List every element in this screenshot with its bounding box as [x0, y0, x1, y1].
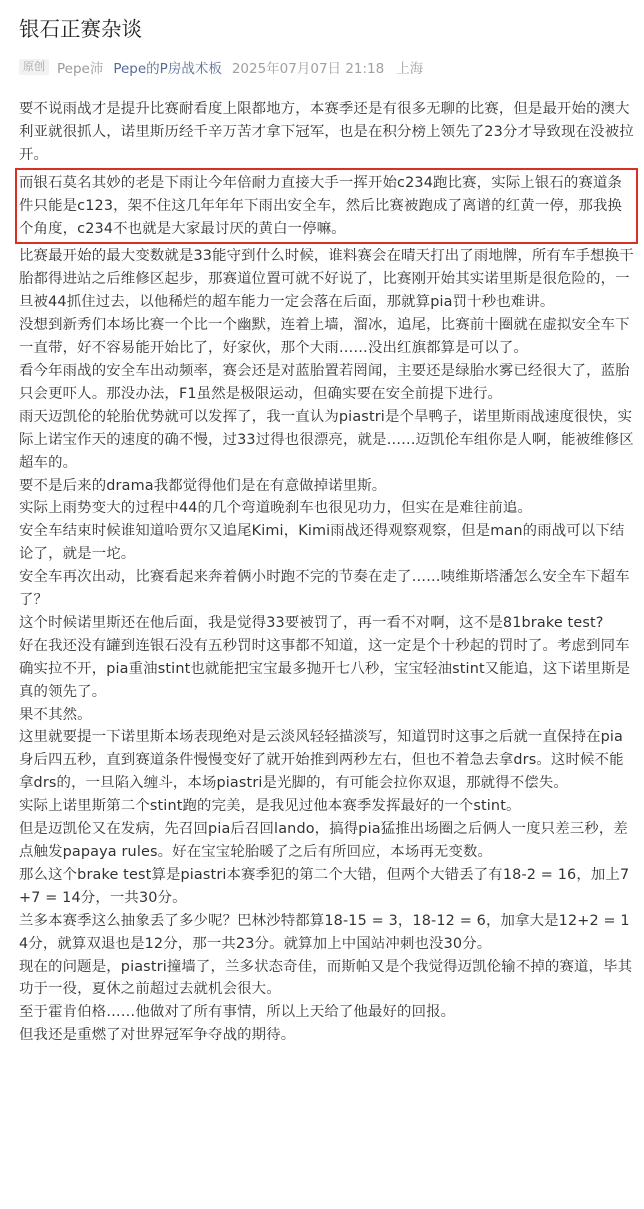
original-badge: 原创	[19, 59, 49, 75]
paragraph: 但是迈凯伦又在发病，先召回pia后召回lando，搞得pia猛推出场圈之后俩人一度只差三秒，差点触发papaya rules。好在宝宝轮胎暖了之后有所回应，本场再无变数。	[19, 821, 628, 860]
paragraph: 要不是后来的drama我都觉得他们是在有意做掉诺里斯。	[19, 477, 387, 494]
article-body	[19, 98, 634, 1047]
paragraph: 这里就要提一下诺里斯本场表现绝对是云淡风轻轻描淡写，知道罚时这事之后就一直保持在pia身后四五秒，直到赛道条件慢慢变好了就开始推到两秒左右，但也不着急去拿drs。这时候不能拿drs的，一旦陷入缠斗，本场piastri是光脚的，有可能会拉你双退，那就得不偿失。	[19, 729, 624, 792]
paragraph: 没想到新秀们本场比赛一个比一个幽默，连着上墙，溜冰，追尾，比赛前十圈就在虚拟安全车下一直带，好不容易能开始比了，好家伙，那个大雨……没出红旗都算是可以了。	[19, 317, 630, 357]
publish-date: 2025年07月07日 21:18	[231, 61, 385, 77]
highlighted-paragraph: 而银石莫名其妙的老是下雨让今年倍耐力直接大手一挥开始c234跑比赛，实际上银石的赛道条件只能是c123，架不住这几年年年下雨出安全车，然后比赛被跑成了离谱的红黄一停，那我换个角度，c234不也就是大家最讨厌的黄白一停嘛。	[19, 172, 634, 241]
author-name[interactable]: Pepe沛	[57, 61, 104, 77]
paragraph: 这个时候诺里斯还在他后面，我是觉得33要被罚了，再一看不对啊，这不是81brake test?	[19, 614, 604, 631]
publish-location: 上海	[396, 61, 424, 77]
article-meta	[19, 56, 634, 78]
paragraph: 那么这个brake test算是piastri本赛季犯的第二个大错，但两个大错丢了有18-2 = 16，加上7+7 = 14分，一共30分。	[19, 866, 630, 906]
account-link[interactable]: Pepe的P房战术板	[113, 61, 222, 77]
paragraph: 至于霍肯伯格……他做对了所有事情，所以上天给了他最好的回报。	[19, 1004, 456, 1021]
paragraph: 安全车结束时候谁知道哈贾尔又追尾Kimi，Kimi雨战还得观察观察，但是man的雨战可以下结论了，就是一坨。	[19, 523, 625, 563]
paragraph: 果不其然。	[19, 706, 92, 723]
paragraph: 安全车再次出动，比赛看起来奔着俩小时跑不完的节奏在走了……咦维斯塔潘怎么安全车下超车了？	[19, 569, 630, 609]
article-title: 银石正赛杂谈	[19, 17, 142, 41]
paragraph: 看今年雨战的安全车出动频率，赛会还是对蓝胎置若罔闻，主要还是绿胎水雾已经很大了，蓝胎只会更吓人。那没办法，F1虽然是极限运动，但确实要在安全前提下进行。	[19, 362, 630, 402]
paragraph: 要不说雨战才是提升比赛耐看度上限都地方，本赛季还是有很多无聊的比赛，但是最开始的澳大利亚就很抓人，诺里斯历经千辛万苦才拿下冠军，也是在积分榜上领先了23分才导致现在没被拉开。	[19, 101, 634, 163]
paragraph: 但我还是重燃了对世界冠军争夺战的期待。	[19, 1027, 296, 1044]
paragraph: 实际上雨势变大的过程中44的几个弯道晚刹车也很见功力，但实在是难往前追。	[19, 500, 532, 517]
paragraph: 雨天迈凯伦的轮胎优势就可以发挥了，我一直认为piastri是个旱鸭子，诺里斯雨战速度很快，实际上诺宝作天的速度的确不慢，过33过得也很漂亮，就是……迈凯伦车组你是人啊，能被维修区超车的。	[19, 408, 634, 471]
paragraph: 实际上诺里斯第二个stint跑的完美，是我见过他本赛季发挥最好的一个stint。	[19, 798, 521, 815]
paragraph: 比赛最开始的最大变数就是33能守到什么时候，谁料赛会在晴天打出了雨地牌，所有车手想换干胎都得进站之后维修区起步，那赛道位置可就不好说了，比赛刚开始其实诺里斯是很危险的，一旦被44抓住过去，以他稀烂的超车能力一定会落在后面，那就算pia罚十秒也难讲。	[19, 248, 634, 311]
paragraph: 兰多本赛季这么抽象丢了多少呢？巴林沙特都算18-15 = 3，18-12 = 6，加拿大是12+2 = 14分，就算双退也是12分，那一共23分。就算加上中国站冲刺也没30分。	[19, 912, 630, 952]
paragraph: 现在的问题是，piastri撞墙了，兰多状态奇佳，而斯帕又是个我觉得迈凯伦输不掉的赛道，毕其功于一役，夏休之前超过去就机会很大。	[19, 958, 633, 998]
paragraph: 好在我还没有罐到连银石没有五秒罚时这事都不知道，这一定是个十秒起的罚时了。考虑到同车确实拉不开，pia重油stint也就能把宝宝最多抛开七八秒，宝宝轻油stint又能追，这下诺里斯是真的领先了。	[19, 637, 631, 700]
